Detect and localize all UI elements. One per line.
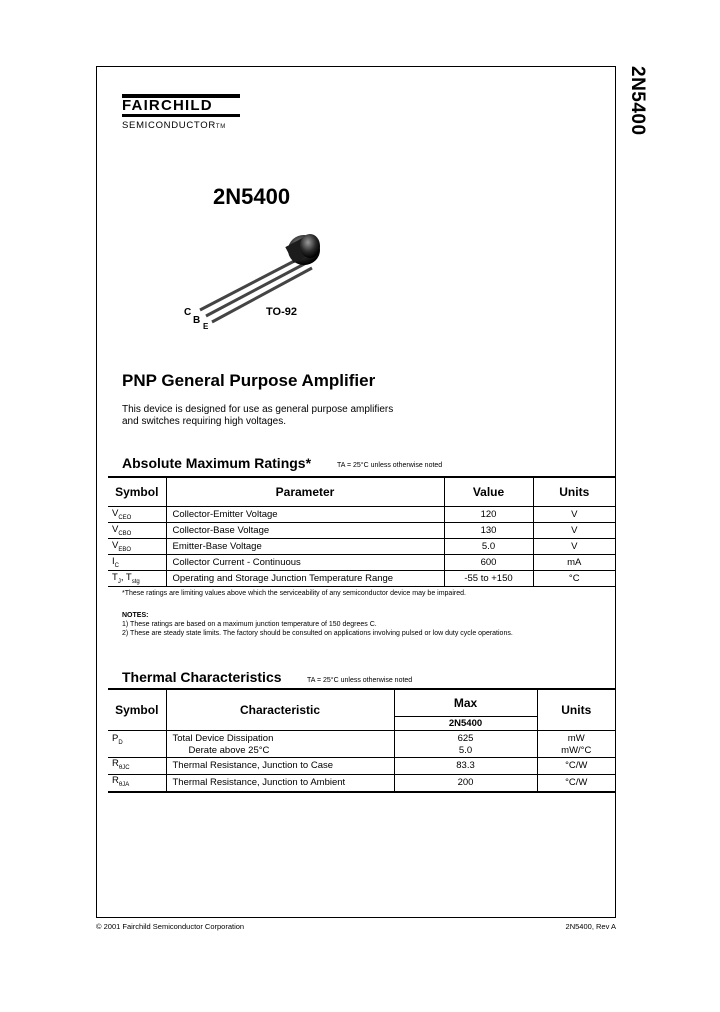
abs-max-footnote: *These ratings are limiting values above which the serviceability of any semiconductor device may be impaired. [122, 590, 466, 597]
units-cell: °C/W [537, 775, 615, 793]
abs-max-header-row [108, 477, 615, 507]
characteristic-cell: Thermal Resistance, Junction to Case [166, 758, 394, 775]
units-cell: V [533, 523, 615, 539]
symbol-cell: $R_{\theta JC}$ [108, 758, 166, 775]
pin-label-b: B [193, 315, 201, 326]
symbol-cell: $I_C$ [108, 555, 166, 571]
table-row [108, 571, 615, 587]
units-cell: °C [533, 571, 615, 587]
abs-max-title: Absolute Maximum Ratings* [122, 455, 312, 471]
package-name: TO-92 [266, 306, 297, 318]
logo-main-text: FAIRCHILD [122, 97, 213, 114]
units-cell: V [533, 539, 615, 555]
parameter-cell: Emitter-Base Voltage [166, 539, 444, 555]
units-cell: mA [533, 555, 615, 571]
table-row [108, 555, 615, 571]
value-cell: 600 [444, 555, 533, 571]
description-line-2: and switches requiring high voltages. [122, 416, 286, 427]
abs-max-table [108, 476, 615, 587]
col-symbol: Symbol [108, 477, 166, 507]
footer-copyright: © 2001 Fairchild Semiconductor Corporation [96, 922, 245, 931]
units-cell: mW mW/°C [537, 731, 615, 758]
symbol-cell: $T_J$, $T_{stg}$ [108, 571, 166, 587]
logo-bar-bottom [122, 114, 240, 117]
max-cell: 625 5.0 [394, 731, 537, 758]
logo-sub-text [122, 120, 226, 131]
symbol-cell: $R_{\theta JA}$ [108, 775, 166, 793]
parameter-cell: Collector-Base Voltage [166, 523, 444, 539]
table-row [108, 507, 615, 523]
product-title: PNP General Purpose Amplifier [122, 371, 376, 390]
parameter-cell: Collector Current - Continuous [166, 555, 444, 571]
abs-max-condition: TA = 25°C unless otherwise noted [337, 462, 443, 469]
units-cell: °C/W [537, 758, 615, 775]
notes-label: NOTES: [122, 612, 149, 619]
symbol-cell: $V_{CEO}$ [108, 507, 166, 523]
table-row [108, 523, 615, 539]
col-value: Value [444, 477, 533, 507]
value-cell: 130 [444, 523, 533, 539]
parameter-cell: Collector-Emitter Voltage [166, 507, 444, 523]
footer-revision: 2N5400, Rev A [565, 922, 616, 931]
thermal-condition: TA = 25°C unless otherwise noted [307, 677, 413, 684]
thermal-title: Thermal Characteristics [122, 669, 282, 685]
pin-label-e: E [203, 322, 209, 331]
col-parameter: Parameter [166, 477, 444, 507]
value-cell: 5.0 [444, 539, 533, 555]
logo-tm: TM [215, 124, 226, 130]
max-cell: 83.3 [394, 758, 537, 775]
logo-semiconductor: SEMICONDUCTOR [122, 120, 216, 131]
value-cell: -55 to +150 [444, 571, 533, 587]
table-row [108, 775, 615, 793]
symbol-cell: $P_D$ [108, 731, 166, 758]
note-1: 1) These ratings are based on a maximum junction temperature of 150 degrees C. [122, 621, 377, 628]
notes-block [122, 611, 513, 638]
col-characteristic: Characteristic [166, 689, 394, 731]
side-part-number: 2N5400 [627, 66, 648, 136]
value-cell: 120 [444, 507, 533, 523]
description-line-1: This device is designed for use as general purpose amplifiers [122, 404, 394, 415]
characteristic-cell: Thermal Resistance, Junction to Ambient [166, 775, 394, 793]
table-row [108, 539, 615, 555]
col-units: Units [537, 689, 615, 731]
col-max: Max [394, 689, 537, 717]
max-cell: 200 [394, 775, 537, 793]
thermal-header-row [108, 689, 615, 717]
symbol-cell: $V_{CBO}$ [108, 523, 166, 539]
thermal-table [108, 688, 615, 793]
parameter-cell: Operating and Storage Junction Temperature Range [166, 571, 444, 587]
part-number-title: 2N5400 [213, 184, 291, 209]
table-row [108, 758, 615, 775]
characteristic-cell: Total Device Dissipation Derate above 25°C [166, 731, 394, 758]
symbol-cell: $V_{EBO}$ [108, 539, 166, 555]
units-cell: V [533, 507, 615, 523]
product-description [122, 404, 422, 428]
col-units: Units [533, 477, 615, 507]
pin-label-c: C [184, 307, 192, 318]
note-2: 2) These are steady state limits. The factory should be consulted on applications involving pulsed or low duty cycle operations. [122, 630, 513, 637]
col-symbol: Symbol [108, 689, 166, 731]
subheader-part: 2N5400 [394, 717, 537, 731]
table-row [108, 731, 615, 758]
